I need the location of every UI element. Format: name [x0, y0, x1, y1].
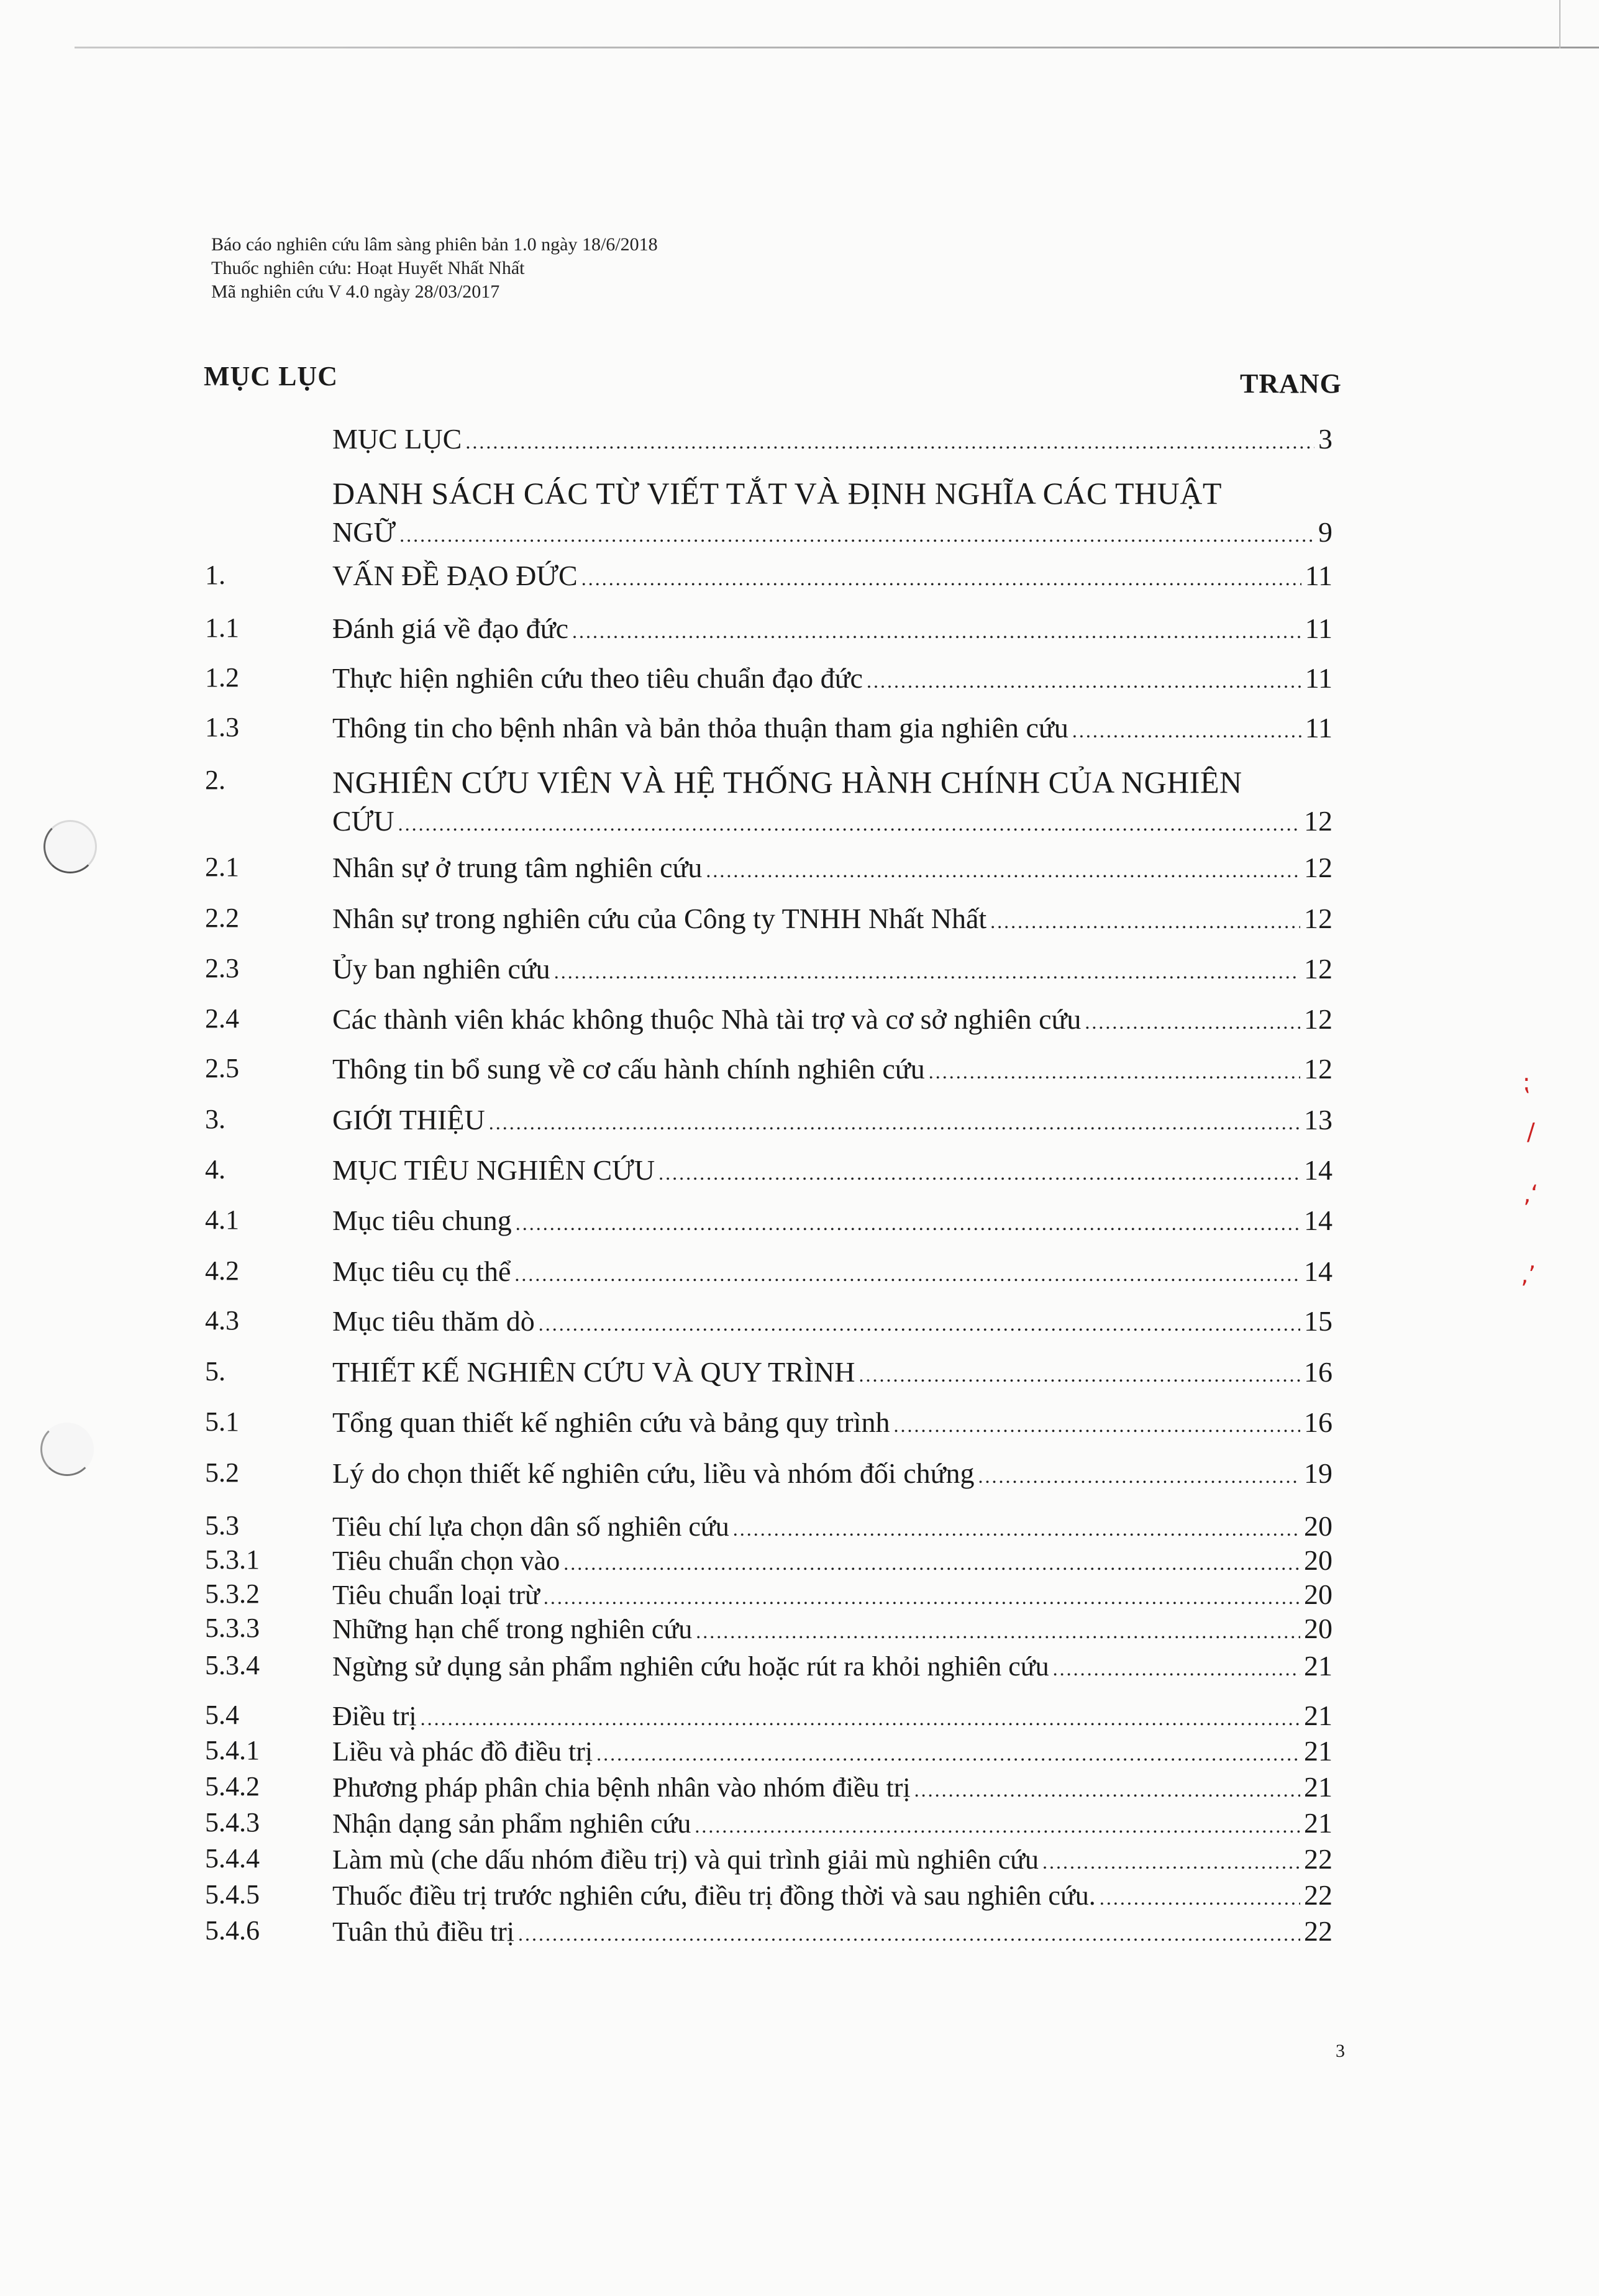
- leader-dots: [489, 1111, 1300, 1134]
- toc-entry-number: 5.4.1: [205, 1735, 260, 1765]
- toc-entry-title: Ủy ban nghiên cứu: [332, 953, 550, 985]
- toc-entry-number: 2.3: [205, 953, 239, 983]
- toc-entry-page: 16: [1304, 1406, 1332, 1438]
- toc-entry-title: Thực hiện nghiên cứu theo tiêu chuẩn đạo đức: [332, 662, 863, 694]
- toc-entry-title: Thông tin bổ sung về cơ cấu hành chính nghiên cứu: [332, 1053, 925, 1085]
- toc-entry-number: 5.3.1: [205, 1544, 260, 1575]
- toc-entry-title: Điều trị: [332, 1701, 417, 1731]
- leader-dots: [706, 859, 1300, 882]
- toc-entry-page: 20: [1304, 1578, 1332, 1610]
- leader-dots: [518, 1923, 1300, 1946]
- toc-entry-number: 4.1: [205, 1205, 239, 1235]
- toc-entry-title: GIỚI THIỆU: [332, 1104, 485, 1136]
- leader-dots: [465, 430, 1314, 453]
- toc-entry-title: Phương pháp phân chia bệnh nhân vào nhóm điều trị: [332, 1772, 911, 1803]
- toc-entry-title: THIẾT KẾ NGHIÊN CỨU VÀ QUY TRÌNH: [332, 1356, 855, 1388]
- toc-entry-title: Tuân thủ điều trị: [332, 1916, 514, 1947]
- toc-entry-page: 12: [1304, 953, 1332, 985]
- toc-entry-number: 2.1: [205, 852, 239, 882]
- leader-dots: [516, 1212, 1300, 1235]
- toc-entry-number: 5.3.2: [205, 1578, 260, 1609]
- red-mark-icon: ‚’: [1521, 1261, 1536, 1288]
- toc-entry-page: 14: [1304, 1154, 1332, 1186]
- leader-dots: [421, 1707, 1300, 1730]
- toc-entry-page: 15: [1304, 1305, 1332, 1337]
- toc-entry-title-cont: NGỮ: [332, 516, 396, 548]
- leader-dots: [398, 813, 1300, 836]
- leader-dots: [572, 620, 1301, 643]
- toc-entry-title: Đánh giá về đạo đức: [332, 613, 569, 644]
- toc-entry-page: 21: [1304, 1807, 1332, 1839]
- toc-entry-page: 21: [1304, 1650, 1332, 1682]
- toc-entry-title: VẤN ĐỀ ĐẠO ĐỨC: [332, 560, 578, 591]
- toc-entry-title: Tiêu chí lựa chọn dân số nghiên cứu: [332, 1511, 729, 1542]
- toc-entry-number: 5.4.5: [205, 1879, 260, 1910]
- toc-entry-number: 4.: [205, 1154, 226, 1185]
- toc-entry-title: Tiêu chuẩn chọn vào: [332, 1546, 560, 1576]
- toc-entry-page: 11: [1305, 712, 1332, 744]
- toc-entry-title: MỤC LỤC: [332, 423, 462, 455]
- leader-dots: [696, 1620, 1300, 1643]
- toc-entry-number: 1.3: [205, 712, 239, 742]
- leader-dots: [867, 670, 1301, 693]
- toc-entry-page: 12: [1304, 1053, 1332, 1085]
- toc-entry-number: 5.4.6: [205, 1915, 260, 1946]
- toc-entry-number: 5.3.4: [205, 1650, 260, 1680]
- toc-entry-page: 3: [1318, 423, 1332, 455]
- toc-entry-number: 5.4.4: [205, 1843, 260, 1874]
- toc-entry-title: Ngừng sử dụng sản phẩm nghiên cứu hoặc rút ra khỏi nghiên cứu: [332, 1651, 1049, 1682]
- leader-dots: [563, 1552, 1300, 1575]
- leader-dots: [859, 1364, 1300, 1387]
- toc-entry-title: NGHIÊN CỨU VIÊN VÀ HỆ THỐNG HÀNH CHÍNH CỦA NGHIÊN: [332, 765, 1242, 800]
- toc-entry-number: 1.: [205, 560, 226, 590]
- toc-entry-title: Nhân sự trong nghiên cứu của Công ty TNHH Nhất Nhất: [332, 903, 987, 934]
- toc-entry-page: 16: [1304, 1356, 1332, 1388]
- leader-dots: [514, 1263, 1300, 1286]
- toc-entry-number: 5.1: [205, 1406, 239, 1437]
- leader-dots: [399, 524, 1314, 547]
- toc-entry-page: 11: [1305, 613, 1332, 644]
- toc-entry-title: Lý do chọn thiết kế nghiên cứu, liều và nhóm đối chứng: [332, 1457, 975, 1489]
- leader-dots: [929, 1060, 1300, 1083]
- toc-entry-title: Liều và phác đồ điều trị: [332, 1736, 593, 1767]
- toc-heading: MỤC LỤC: [204, 361, 338, 391]
- toc-entry-number: 1.1: [205, 613, 239, 643]
- toc-entry-number: 5.3: [205, 1510, 239, 1541]
- toc-entry-title: MỤC TIÊU NGHIÊN CỨU: [332, 1154, 655, 1186]
- leader-dots: [978, 1465, 1300, 1488]
- toc-entry-page: 14: [1304, 1205, 1332, 1236]
- toc-entry-page: 21: [1304, 1735, 1332, 1767]
- toc-entry-title: Nhân sự ở trung tâm nghiên cứu: [332, 852, 703, 883]
- toc-entry-number: 2.2: [205, 903, 239, 933]
- leader-dots: [596, 1742, 1300, 1765]
- toc-entry-page: 13: [1304, 1104, 1332, 1136]
- leader-dots: [695, 1815, 1300, 1838]
- red-mark-icon: /: [1527, 1118, 1535, 1146]
- toc-entry-number: 2.: [205, 765, 226, 795]
- toc-entry-number: 1.2: [205, 662, 239, 693]
- toc-entry-title: Thuốc điều trị trước nghiên cứu, điều trị đồng thời và sau nghiên cứu.: [332, 1880, 1096, 1911]
- toc-entry-page: 19: [1304, 1457, 1332, 1489]
- toc-entry-page: 14: [1304, 1255, 1332, 1287]
- toc-entry-title: Các thành viên khác không thuộc Nhà tài trợ và cơ sở nghiên cứu: [332, 1003, 1082, 1035]
- leader-dots: [990, 910, 1300, 933]
- toc-entry-page: 22: [1304, 1843, 1332, 1875]
- leader-dots: [1072, 719, 1301, 742]
- toc-entry-number: 5.4.2: [205, 1771, 260, 1802]
- toc-entry-number: 5.2: [205, 1457, 239, 1488]
- toc-entry-title: Những hạn chế trong nghiên cứu: [332, 1614, 693, 1644]
- toc-entry-title: Làm mù (che dấu nhóm điều trị) và qui trình giải mù nghiên cứu: [332, 1844, 1039, 1875]
- header-line: Báo cáo nghiên cứu lâm sàng phiên bản 1.0 ngày 18/6/2018: [211, 234, 658, 255]
- toc-entry-page: 12: [1304, 903, 1332, 934]
- toc-entry-page: 22: [1304, 1879, 1332, 1911]
- toc-entry-number: 5.4.3: [205, 1807, 260, 1838]
- toc-entry-page: 12: [1304, 1003, 1332, 1035]
- leader-dots: [914, 1779, 1300, 1802]
- toc-entry-page: 22: [1304, 1915, 1332, 1947]
- toc-entry-page: 21: [1304, 1700, 1332, 1731]
- toc-entry-title: Thông tin cho bệnh nhân và bản thỏa thuận tham gia nghiên cứu: [332, 712, 1068, 744]
- page-column-heading: TRANG: [1240, 368, 1342, 399]
- leader-dots: [893, 1414, 1300, 1437]
- leader-dots: [544, 1586, 1300, 1609]
- toc-entry-title: Tổng quan thiết kế nghiên cứu và bảng quy trình: [332, 1406, 890, 1438]
- leader-dots: [1100, 1887, 1300, 1910]
- leader-dots: [1085, 1011, 1300, 1034]
- red-mark-icon: ⁏: [1522, 1068, 1530, 1096]
- toc-entry-title-cont: CỨU: [332, 805, 394, 837]
- header-line: Mã nghiên cứu V 4.0 ngày 28/03/2017: [211, 281, 500, 302]
- toc-entry-page: 12: [1304, 852, 1332, 883]
- toc-entry-title: Nhận dạng sản phẩm nghiên cứu: [332, 1808, 691, 1839]
- leader-dots: [658, 1162, 1300, 1185]
- toc-entry-title: Mục tiêu cụ thể: [332, 1255, 511, 1287]
- toc-entry-number: 2.5: [205, 1053, 239, 1083]
- toc-entry-page: 21: [1304, 1771, 1332, 1803]
- toc-entry-number: 5.: [205, 1356, 226, 1387]
- leader-dots: [581, 567, 1301, 590]
- leader-dots: [539, 1313, 1300, 1336]
- toc-entry-number: 4.3: [205, 1305, 239, 1336]
- leader-dots: [733, 1518, 1300, 1541]
- header-line: Thuốc nghiên cứu: Hoạt Huyết Nhất Nhất: [211, 258, 525, 278]
- toc-entry-page: 20: [1304, 1613, 1332, 1644]
- toc-entry-title: Tiêu chuẩn loại trừ: [332, 1580, 540, 1610]
- leader-dots: [1042, 1851, 1300, 1874]
- toc-entry-page: 20: [1304, 1510, 1332, 1542]
- toc-entry-title: Mục tiêu chung: [332, 1205, 512, 1236]
- toc-entry-title: DANH SÁCH CÁC TỪ VIẾT TẮT VÀ ĐỊNH NGHĨA CÁC THUẬT: [332, 476, 1222, 511]
- toc-entry-page: 11: [1305, 662, 1332, 694]
- page-number: 3: [1336, 2041, 1345, 2061]
- toc-entry-number: 2.4: [205, 1003, 239, 1034]
- toc-entry-page: 12: [1304, 805, 1332, 837]
- toc-entry-title: Mục tiêu thăm dò: [332, 1305, 535, 1337]
- toc-entry-number: 4.2: [205, 1255, 239, 1286]
- toc-entry-page: 20: [1304, 1544, 1332, 1576]
- leader-dots: [1053, 1657, 1300, 1680]
- toc-entry-number: 3.: [205, 1104, 226, 1134]
- toc-entry-page: 11: [1305, 560, 1332, 591]
- toc-entry-page: 9: [1318, 516, 1332, 548]
- toc-entry-number: 5.4: [205, 1700, 239, 1730]
- red-mark-icon: ‚‘: [1523, 1180, 1539, 1208]
- leader-dots: [554, 960, 1300, 983]
- toc-entry-number: 5.3.3: [205, 1613, 260, 1643]
